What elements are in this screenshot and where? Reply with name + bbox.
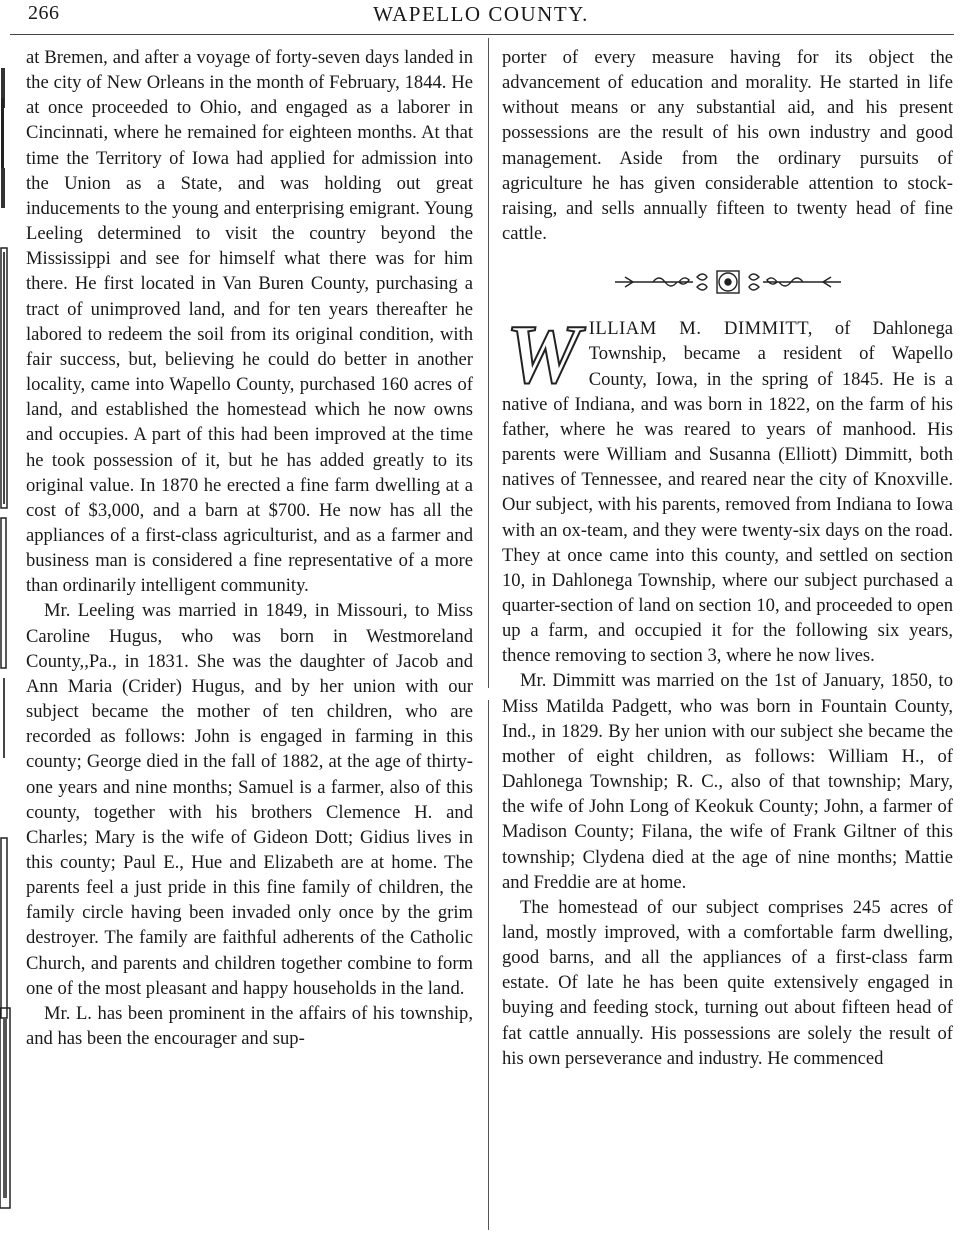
biography-intro: of Dahlonega Township, became a resident of Wapello County, Iowa, in the spring of 1845. He is a native of Indiana, and was born in 1822, on the farm of his father, where he was reared to years of manhood. His parents were William and Susanna (Elliott) Dimmitt, both natives of Tennessee, and reared near the city of Knoxville. Our subject, with his parents, removed from Indiana to Iowa with an ox-team, and they were twenty-six days on the road. They at once came into this county, and settled on section 10, in Dahlonega Township, where our subject purchased a quarter-section of land on section 10, and proceeded to open up a farm, and occupied it for the following six years, thence removing to section 3, where he now lives.: [502, 318, 953, 667]
left-column: [26, 45, 473, 1051]
right-column: [502, 45, 953, 1071]
right-paragraph-marriage: Mr. Dimmitt was married on the 1st of January, 1850, to Miss Matilda Padgett, who was born in Fountain County, Ind., in 1829. By her union with our subject she became the mother of eight children, as follows: William H., of Dahlonega Township; R. C., also of that township; Mary, the wife of John Long of Keokuk County; John, a farmer of Madison County; Filana, the wife of Frank Giltner of this township; Clydena died at the age of nine months; Mattie and Freddie are at home.: [502, 670, 953, 893]
page-header: [0, 0, 962, 32]
decorative-scroll-ornament-icon: [502, 256, 953, 308]
left-paragraph-3: Mr. L. has been prominent in the affairs of his township, and has been the encourager and sup-: [26, 1002, 473, 1050]
binding-edge: [0, 38, 12, 1248]
header-rule: [10, 34, 954, 35]
right-paragraph-homestead: The homestead of our subject comprises 245 acres of land, mostly improved, with a comfortable farm dwelling, good barns, and all the appliances of a first-class farm estate. Of late he has been quite extensively engaged in buying and feeding stock, turning out about fifteen head of fat cattle annually. His possessions are solely the result of his own perseverance and industry. He commenced: [502, 896, 953, 1069]
dropcap-letter: W: [506, 308, 581, 402]
column-divider: [488, 38, 489, 688]
running-head: WAPELLO COUNTY.: [373, 2, 589, 26]
right-paragraph-continued: porter of every measure having for its object the advancement of education and morality. He started in life without means or any substantial aid, and his present possessions are the result of his own industry and good management. Aside from the ordinary pursuits of agriculture he has given considerable attention to stock-raising, and sells annually fifteen to twenty head of fine cattle.: [502, 47, 953, 245]
left-paragraph-2: Mr. Leeling was married in 1849, in Missouri, to Miss Caroline Hugus, who was born in Westmoreland County,,Pa., in 1831. She was the daughter of Jacob and Ann Maria (Crider) Hugus, and by her union with our subject became the mother of ten children, who are recorded as follows: John is engaged in farming in this county; George died in the fall of 1882, at the age of thirty-one years and nine months; Samuel is a farmer, also of this county, together with his brothers Clemence H. and Charles; Mary is the wife of Gideon Dott; Gidius lives in this county; Paul E., Hue and Elizabeth are at home. The parents feel a just pride in this fine family of children, the family circle having been invaded only once by the grim destroyer. The family are faithful adherents of the Catholic Church, and parents and children together combine to form one of the most pleasant and happy households in the land.: [26, 600, 473, 999]
biography-name: ILLIAM M. DIMMITT,: [588, 318, 813, 340]
biography-dimmitt: [502, 308, 953, 668]
column-divider-lower: [488, 700, 489, 1230]
page-number: 266: [28, 2, 60, 24]
left-paragraph-1: at Bremen, and after a voyage of forty-seven days landed in the city of New Orleans in the month of February, 1844. He at once proceeded to Ohio, and engaged as a laborer in Cincinnati, where he remained for eighteen months. At that time the Territory of Iowa had applied for admission into the Union as a State, and was holding out great inducements to the young and enterprising emigrant. Young Leeling determined to visit the country beyond the Mississippi and see for himself what there was for him there. He first located in Van Buren County, purchasing a tract of unimproved land, and for ten years thereafter he labored to redeem the soil from its original condition, with fair success, but, believing he could do better in another locality, came into Wapello County, purchased 160 acres of land, and established the homestead which he now owns and occupies. A part of this had been improved at the time he took possession of it, but he has added greatly to its original value. In 1870 he erected a fine farm dwelling at a cost of $3,000, and a barn at $700. He now has all the appliances of a first-class agriculturist, and as a farmer and business man is considered a fine representative of a more than ordinarily intelligent community.: [26, 47, 473, 597]
